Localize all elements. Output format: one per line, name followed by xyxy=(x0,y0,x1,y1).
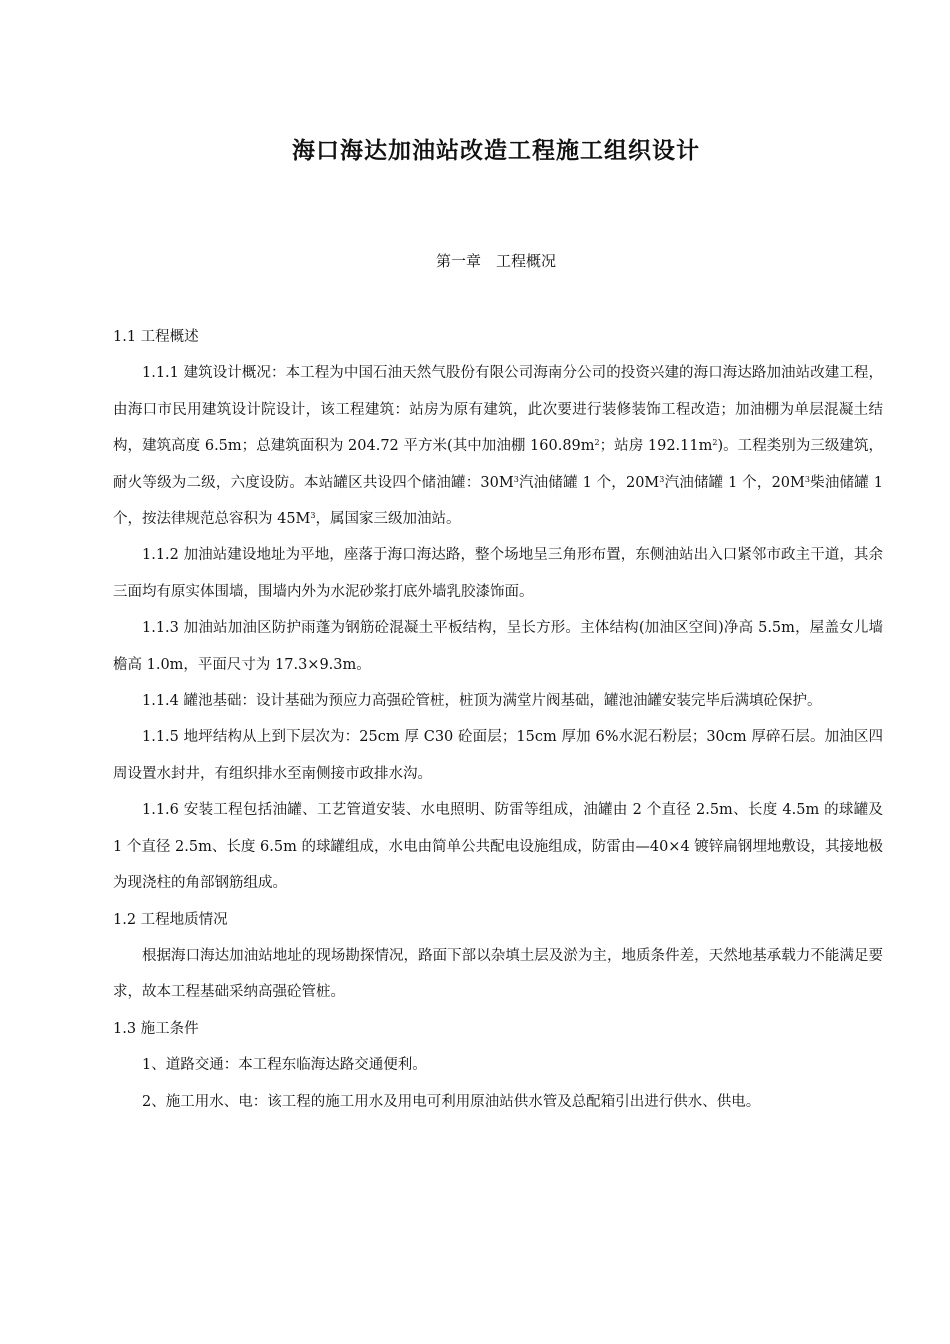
paragraph-1-1-5: 1.1.5 地坪结构从上到下层次为：25cm 厚 C30 砼面层；15cm 厚加 6%水泥石粉层；30cm 厚碎石层。加油区四周设置水封井，有组织排水至南侧接市政排水沟。 xyxy=(113,729,883,782)
section-heading-1-1: 1.1 工程概述 xyxy=(113,329,199,345)
superscript: 3 xyxy=(310,511,316,521)
paragraph-1-2: 根据海口海达加油站地址的现场勘探情况，路面下部以杂填土层及淤为主，地质条件差，天然地基承载力不能满足要求，故本工程基础采纳高强砼管桩。 xyxy=(113,947,883,1001)
paragraph-1-1-1 xyxy=(113,355,883,537)
paragraph-1-1-2: 1.1.2 加油站建设地址为平地，座落于海口海达路，整个场地呈三角形布置，东侧油站出入口紧邻市政主干道，其余三面均有原实体围墙，围墙内外为水泥砂浆打底外墙乳胶漆饰面。 xyxy=(113,547,883,600)
section-heading-1-2: 1.2 工程地质情况 xyxy=(113,911,228,928)
document-title: 海口海达加油站改造工程施工组织设计 xyxy=(292,137,700,164)
paragraph-1-1-1-part-d: 汽油储罐 1 个，20M xyxy=(518,474,660,491)
superscript: 3 xyxy=(804,474,810,484)
superscript: 3 xyxy=(659,474,665,484)
section-heading-1-3: 1.3 施工条件 xyxy=(113,1020,199,1037)
document-body xyxy=(113,319,883,1120)
paragraph-1-1-1-part-e: 汽油储罐 1 个，20M xyxy=(664,474,805,491)
paragraph-1-1-3: 1.1.3 加油站加油区防护雨蓬为钢筋砼混凝土平板结构，呈长方形。主体结构(加油区空间)净高 5.5m，屋盖女儿墙檐高 1.0m，平面尺寸为 17.3×9.3m。 xyxy=(113,620,883,673)
paragraph-1-1-1-part-f: 柴油储罐 1 个，按法律规范总容积为 45M xyxy=(113,474,883,528)
paragraph-1-1-4: 1.1.4 罐池基础：设计基础为预应力高强砼管桩，桩顶为满堂片阀基础，罐池油罐安装完毕后满填砼保护。 xyxy=(142,693,822,710)
paragraph-1-1-1-part-c: )。工程类别为三级建筑，耐火等级为二级，六度设防。本站罐区共设四个储油罐：30M xyxy=(113,438,883,491)
paragraph-1-1-1-part-b: ；站房 192.11m xyxy=(599,438,713,455)
paragraph-1-1-6: 1.1.6 安装工程包括油罐、工艺管道安装、水电照明、防雷等组成，油罐由 2 个直径 2.5m、长度 4.5m 的球罐及 1 个直径 2.5m、长度 6.5m 的球罐组成，水电由简单公共配电设施组成，防雷由—40×4 镀锌扁钢埋地敷设，其接地极为现浇柱的角部钢筋组成。 xyxy=(113,802,883,892)
list-item-1: 1、道路交通：本工程东临海达路交通便利。 xyxy=(142,1057,427,1074)
chapter-heading: 第一章 工程概况 xyxy=(435,252,556,270)
superscript: 2 xyxy=(594,438,600,448)
paragraph-1-1-1-part-g: ，属国家三级加油站。 xyxy=(315,511,461,528)
superscript: 3 xyxy=(513,474,519,484)
paragraph-1-1-1-part-a: 1.1.1 建筑设计概况：本工程为中国石油天然气股份有限公司海南分公司的投资兴建的海口海达路加油站改建工程，由海口市民用建筑设计院设计，该工程建筑：站房为原有建筑，此次要进行装修装饰工程改造；加油棚为单层混凝土结构，建筑高度 6.5m；总建筑面积为 204.72 平方米(其中加油棚 160.89m xyxy=(113,365,883,455)
superscript: 2 xyxy=(712,438,718,448)
list-item-2: 2、施工用水、电：该工程的施工用水及用电可利用原油站供水管及总配箱引出进行供水、供电。 xyxy=(142,1093,761,1110)
